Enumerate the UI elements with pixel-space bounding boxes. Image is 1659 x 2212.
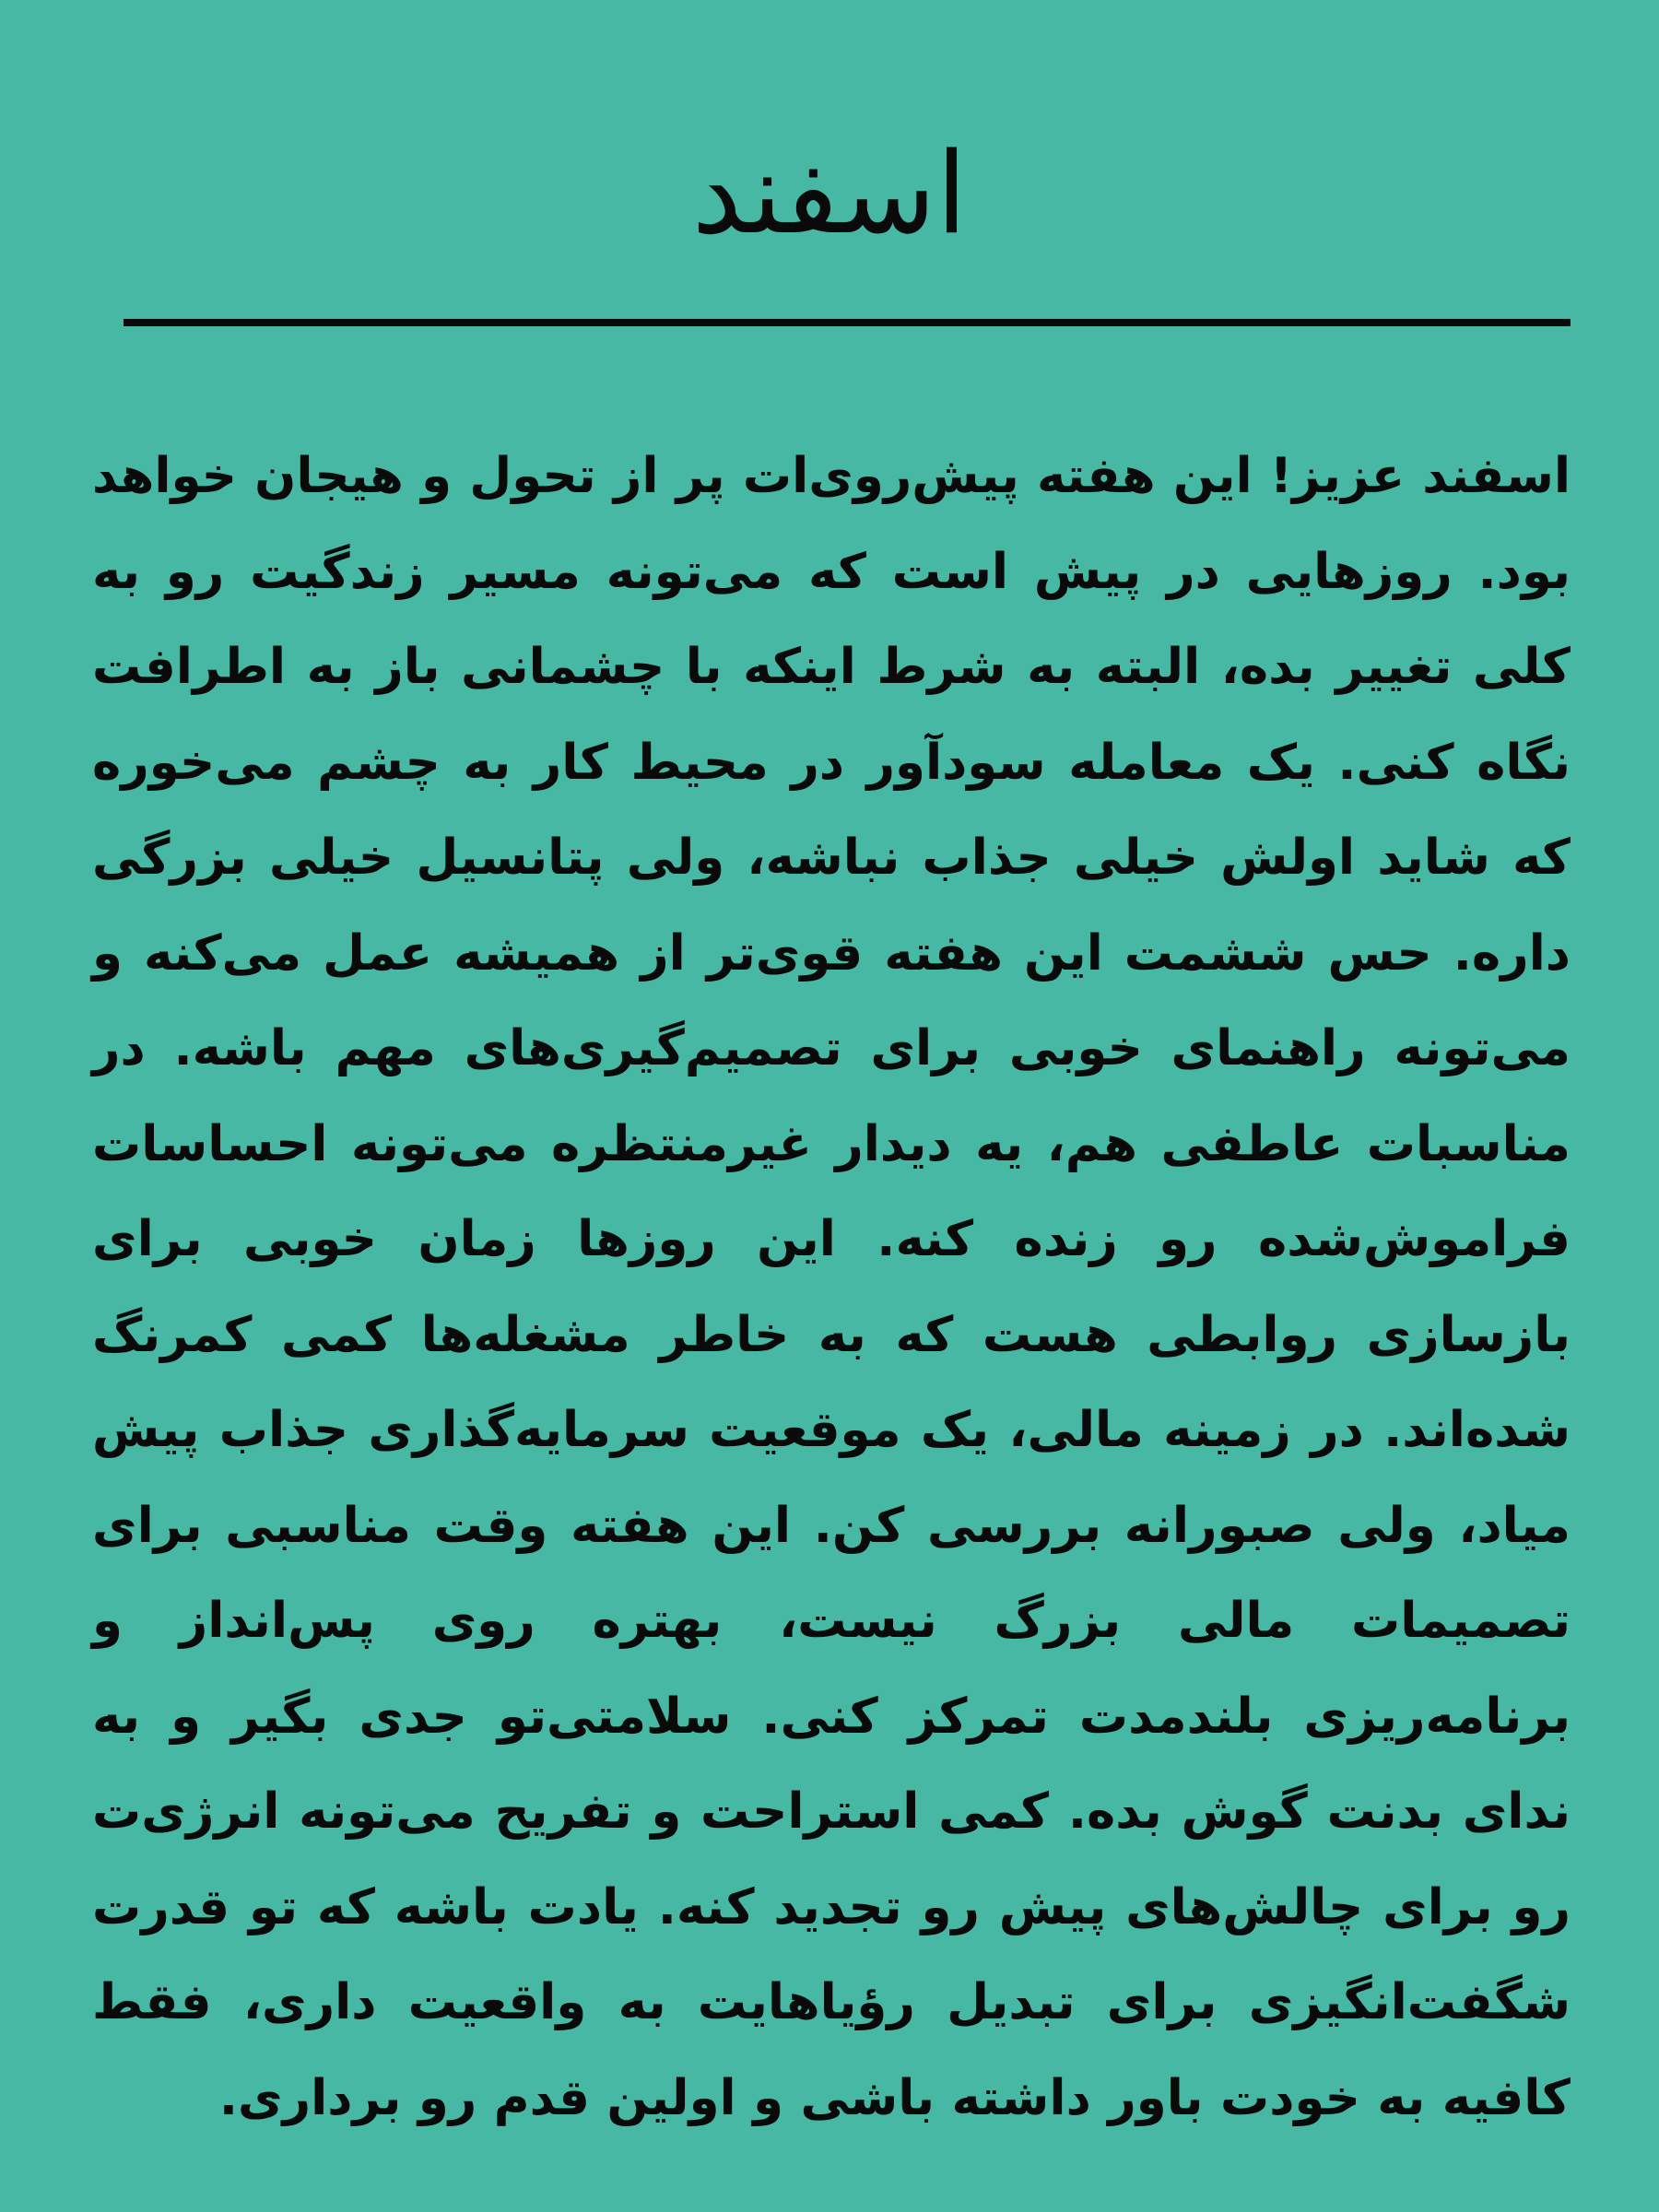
title-divider bbox=[124, 319, 1571, 326]
page-title: اسفند bbox=[691, 128, 968, 259]
horoscope-body-text: اسفند عزیز! این هفته پیش‌روی‌ات پر از تحول و هیجان خواهد بود. روزهایی در پیش است که می‌تونه مسیر زندگیت رو به کلی تغییر بده، البته به شرط اینکه با چشمانی باز به اطرافت نگاه کنی. یک معامله سودآور در محیط کار به چشم می‌خوره که شاید اولش خیلی جذاب نباشه، ولی پتانسیل خیلی بزرگی داره. حس ششمت این هفته قوی‌تر از همیشه عمل می‌کنه و می‌تونه راهنمای خوبی برای تصمیم‌گیری‌های مهم باشه. در مناسبات عاطفی هم، یه دیدار غیرمنتظره می‌تونه احساسات فراموش‌شده رو زنده کنه. این روزها زمان خوبی برای بازسازی روابطی هست که به خاطر مشغله‌ها کمی کمرنگ شده‌اند. در زمینه مالی، یک موقعیت سرمایه‌گذاری جذاب پیش میاد، ولی صبورانه بررسی کن. این هفته وقت مناسبی برای تصمیمات مالی بزرگ نیست، بهتره روی پس‌انداز و برنامه‌ریزی بلندمدت تمرکز کنی. سلامتی‌تو جدی بگیر و به ندای بدنت گوش بده. کمی استراحت و تفریح می‌تونه انرژی‌ت رو برای چالش‌های پیش رو تجدید کنه. یادت باشه که تو قدرت شگفت‌انگیزی برای تبدیل رؤیاهایت به واقعیت داری، فقط کافیه به خودت باور داشته باشی و اولین قدم رو برداری. bbox=[92, 448, 1571, 2126]
